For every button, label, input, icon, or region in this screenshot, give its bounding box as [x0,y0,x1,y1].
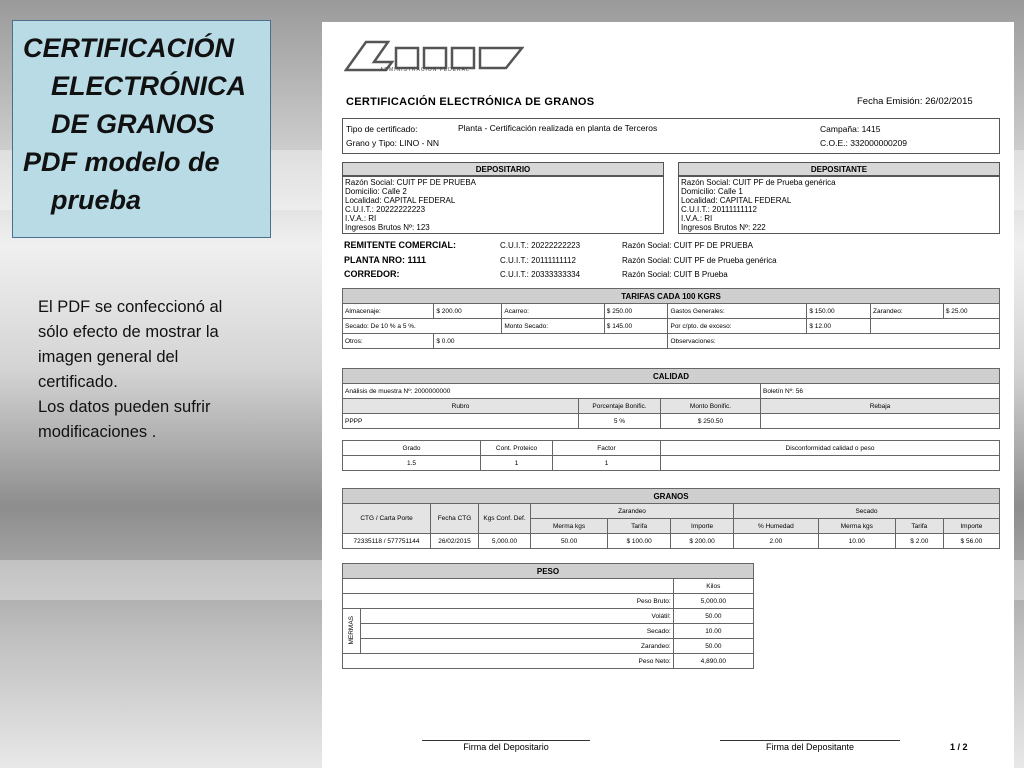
granos-col: Zarandeo [531,504,734,519]
grano-tipo: Grano y Tipo: LINO - NN [346,138,440,148]
description-line: certificado. [38,373,118,391]
coe: C.O.E.: 332000000209 [820,138,907,148]
boletin: Boletín Nº: 56 [761,384,1000,399]
remitente-label: REMITENTE COMERCIAL: [344,240,456,250]
tarifa-cell: $ 25.00 [943,304,999,319]
peso-bruto-label: Peso Bruto: [343,594,674,609]
peso-cell [343,579,674,594]
fecha-emision: Fecha Emisión: 26/02/2015 [857,96,973,107]
tarifa-cell: Por c/pto. de exceso: [668,319,807,334]
tarifa-cell: $ 200.00 [434,304,502,319]
planta-label: PLANTA NRO: 1111 [344,255,427,265]
mermas-label: MERMAS [348,615,355,645]
title-line: prueba [51,185,142,215]
calidad-cell: PPPP [343,414,579,429]
depositario-line: C.U.I.T.: 20222222223 [345,205,426,214]
granos-col: CTG / Carta Porte [343,504,431,534]
tipo-value: Planta - Certificación realizada en planta de Terceros [458,123,658,133]
volatil-value: 50.00 [673,609,753,624]
calidad-table [342,368,1000,429]
granos-subcol: Importe [943,519,999,534]
tarifa-cell: $ 250.00 [604,304,668,319]
kilos-label: Kilos [673,579,753,594]
depositante-line: C.U.I.T.: 20111111112 [681,205,757,214]
tarifa-cell: Almacenaje: [343,304,434,319]
granos-header: GRANOS [343,489,1000,504]
campana: Campaña: 1415 [820,124,881,134]
calidad-col: Rubro [343,399,579,414]
tarifas-table [342,288,1000,349]
granos-cell: $ 2.00 [895,534,943,549]
depositario-line: I.V.A.: RI [345,214,377,223]
description-line: modificaciones . [38,423,157,441]
tarifa-cell: $ 150.00 [807,304,871,319]
grado-cell [661,456,1000,471]
tarifa-cell: Zarandeo: [871,304,944,319]
depositario-header: DEPOSITARIO [342,162,664,176]
title-line: PDF modelo de [23,147,220,177]
firma-depositante: Firma del Depositante [720,740,900,752]
planta-razon: Razón Social: CUIT PF de Prueba genérica [622,256,777,265]
calidad-col: Monto Bonific. [661,399,761,414]
granos-col: Secado [734,504,1000,519]
tarifa-cell [871,319,1000,334]
calidad-cell [761,414,1000,429]
granos-col: Kgs Conf. Def. [479,504,531,534]
granos-subcol: Importe [671,519,734,534]
grado-col: Disconformidad calidad o peso [661,441,1000,456]
document-title: CERTIFICACIÓN ELECTRÓNICA DE GRANOS [346,96,595,108]
granos-subcol: Merma kgs [818,519,895,534]
peso-bruto-value: 5,000.00 [673,594,753,609]
tarifa-cell: Gastos Generales: [668,304,807,319]
granos-subcol: Merma kgs [531,519,608,534]
title-line: CERTIFICACIÓN [23,33,235,63]
depositario-line: Domicilio: Calle 2 [345,187,407,196]
granos-cell: 72335118 / 577751144 [343,534,431,549]
depositante-line: Localidad: CAPITAL FEDERAL [681,196,792,205]
slide-title-box [12,20,271,238]
slide-description [38,295,283,445]
tarifa-cell: Monto Secado: [502,319,604,334]
grado-col: Factor [553,441,661,456]
remitente-razon: Razón Social: CUIT PF DE PRUEBA [622,241,754,250]
peso-neto-label: Peso Neto: [343,654,674,669]
description-line: El PDF se confeccionó al [38,298,223,316]
grado-cell: 1 [553,456,661,471]
secado-value: 10.00 [673,624,753,639]
tarifa-cell: $ 0.00 [434,334,668,349]
depositante-line: Domicilio: Calle 1 [681,187,743,196]
depositante-line: I.V.A.: RI [681,214,713,223]
granos-cell: 5,000.00 [479,534,531,549]
depositario-line: Ingresos Brutos Nº: 123 [345,223,430,232]
grado-table [342,440,1000,471]
tarifa-cell: Observaciones: [668,334,1000,349]
corredor-label: CORREDOR: [344,269,400,279]
description-line: Los datos pueden sufrir [38,398,211,416]
peso-neto-value: 4,890.00 [673,654,753,669]
grado-cell: 1 [481,456,553,471]
granos-table [342,488,1000,549]
granos-subcol: Tarifa [895,519,943,534]
firma-depositario: Firma del Depositario [422,740,590,752]
granos-cell: 2.00 [734,534,819,549]
planta-cuit: C.U.I.T.: 20111111112 [500,256,576,265]
grado-col: Cont. Proteico [481,441,553,456]
calidad-col: Porcentaje Bonific. [579,399,661,414]
calidad-header: CALIDAD [343,369,1000,384]
analisis-muestra: Análisis de muestra Nº: 2000000000 [343,384,761,399]
mermas-cell [343,609,361,654]
granos-cell: 50.00 [531,534,608,549]
tarifa-cell: Acarreo: [502,304,604,319]
logo-subtitle: ADMINISTRACION FEDERAL [380,67,470,73]
remitente-cuit: C.U.I.T.: 20222222223 [500,241,581,250]
calidad-cell: 5 % [579,414,661,429]
depositante-line: Ingresos Brutos Nº: 222 [681,223,766,232]
corredor-razon: Razón Social: CUIT B Prueba [622,270,728,279]
calidad-col: Rebaja [761,399,1000,414]
tipo-certificado-box [342,118,1000,154]
granos-cell: 26/02/2015 [431,534,479,549]
depositante-line: Razón Social: CUIT PF de Prueba genérica [681,178,836,187]
granos-subcol: Tarifa [608,519,671,534]
calidad-cell: $ 250.50 [661,414,761,429]
zarandeo-value: 50.00 [673,639,753,654]
tipo-label: Tipo de certificado: [346,124,418,134]
corredor-cuit: C.U.I.T.: 20333333334 [500,270,581,279]
peso-table [342,563,754,669]
description-line: sólo efecto de mostrar la [38,323,219,341]
tarifa-cell: $ 145.00 [604,319,668,334]
title-line: ELECTRÓNICA [51,71,246,101]
tarifa-cell: Otros: [343,334,434,349]
title-line: DE GRANOS [51,109,215,139]
tarifas-header: TARIFAS CADA 100 KGRS [343,289,1000,304]
tarifa-cell: $ 12.00 [807,319,871,334]
zarandeo-label: Zarandeo: [361,639,674,654]
grado-cell: 1.5 [343,456,481,471]
granos-cell: $ 100.00 [608,534,671,549]
page-number: 1 / 2 [950,742,968,752]
tarifa-cell: Secado: De 10 % a 5 %. [343,319,502,334]
peso-header: PESO [343,564,754,579]
secado-label: Secado: [361,624,674,639]
granos-cell: 10.00 [818,534,895,549]
grado-col: Grado [343,441,481,456]
granos-cell: $ 56.00 [943,534,999,549]
granos-subcol: % Humedad [734,519,819,534]
granos-col: Fecha CTG [431,504,479,534]
depositario-line: Razón Social: CUIT PF DE PRUEBA [345,178,477,187]
depositante-header: DEPOSITANTE [678,162,1000,176]
description-line: imagen general del [38,348,179,366]
volatil-label: Volátil: [361,609,674,624]
certificate-document [322,22,1014,768]
depositario-line: Localidad: CAPITAL FEDERAL [345,196,456,205]
granos-cell: $ 200.00 [671,534,734,549]
